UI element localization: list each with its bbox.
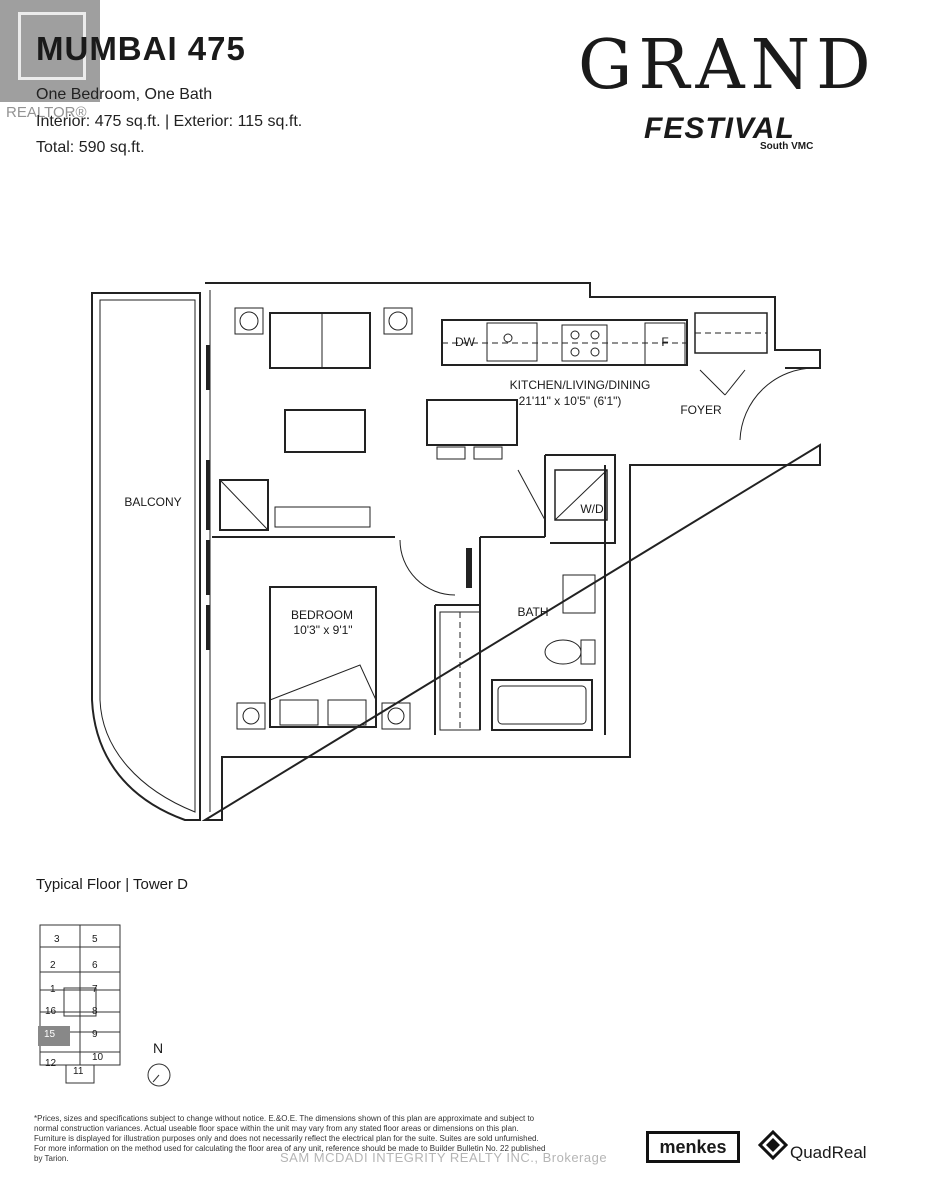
keyplan-unit-9: 9	[92, 1029, 98, 1040]
grand-logo: GRAND	[578, 26, 877, 105]
room-kitchen: KITCHEN/LIVING/DINING	[509, 378, 651, 392]
keyplan-unit-16: 16	[45, 1006, 57, 1017]
brokerage-watermark: SAM MCDADI INTEGRITY REALTY INC., Brokerage	[280, 1150, 608, 1165]
unit-outer-wall	[205, 283, 820, 368]
north-label: N	[153, 1040, 164, 1056]
keyplan-unit-6: 6	[92, 960, 98, 971]
compass-icon	[146, 1062, 172, 1088]
unit-name: MUMBAI 475	[36, 30, 246, 67]
room-wd: W/D	[580, 502, 604, 516]
keyplan-unit-5: 5	[92, 934, 98, 945]
disclaimer: *Prices, sizes and specifications subject to change without notice. E.&O.E. The dimensions shown of this plan are approximate and subject to normal construction variances. Actual useable floor space within the unit may vary from any stated floor areas or dimensions on this plan. Furniture is displayed for illustration purposes only and does not necessarily reflect the electrical plan for the suite. Suites are sold unfurnished. For more information on the method used for calculating the floor area of any unit, reference should be made to Builder Bulletin No. 22 published by Tarion.	[34, 1114, 546, 1163]
unit-area: Interior: 475 sq.ft. | Exterior: 115 sq.ft.	[36, 113, 303, 130]
festival-logo: FESTIVAL	[644, 112, 795, 145]
quadreal-logo: QuadReal	[790, 1143, 867, 1162]
festival-sub: South VMC	[760, 141, 814, 152]
realtor-label: REALTOR®	[6, 104, 87, 121]
menkes-logo: menkes	[646, 1131, 740, 1163]
room-bedroom: BEDROOM	[290, 608, 353, 622]
keyplan-unit-7: 7	[92, 984, 98, 995]
keyplan-unit-12: 12	[45, 1058, 57, 1069]
keyplan-unit-2: 2	[50, 960, 56, 971]
keyplan-unit-8: 8	[92, 1006, 98, 1017]
balcony-outline	[92, 293, 200, 820]
keyplan-unit-15: 15	[44, 1029, 56, 1040]
unit-total: Total: 590 sq.ft.	[36, 139, 145, 156]
quadreal-logo-icon	[758, 1130, 788, 1160]
room-foyer: FOYER	[680, 403, 722, 417]
room-bath: BATH	[517, 605, 549, 619]
keyplan-caption: Typical Floor | Tower D	[36, 876, 188, 893]
keyplan-unit-3: 3	[54, 934, 60, 945]
keyplan-unit-11: 11	[73, 1066, 84, 1077]
appliance-fridge: F	[661, 335, 669, 349]
keyplan-unit-10: 10	[92, 1052, 104, 1063]
room-kitchen-dim: 21'11" x 10'5" (6'1")	[518, 394, 622, 408]
keyplan-unit-1: 1	[50, 984, 56, 995]
room-bedroom-dim: 10'3" x 9'1"	[293, 623, 353, 637]
room-balcony: BALCONY	[124, 495, 182, 509]
unit-type: One Bedroom, One Bath	[36, 86, 213, 103]
appliance-dw: DW	[455, 335, 475, 349]
